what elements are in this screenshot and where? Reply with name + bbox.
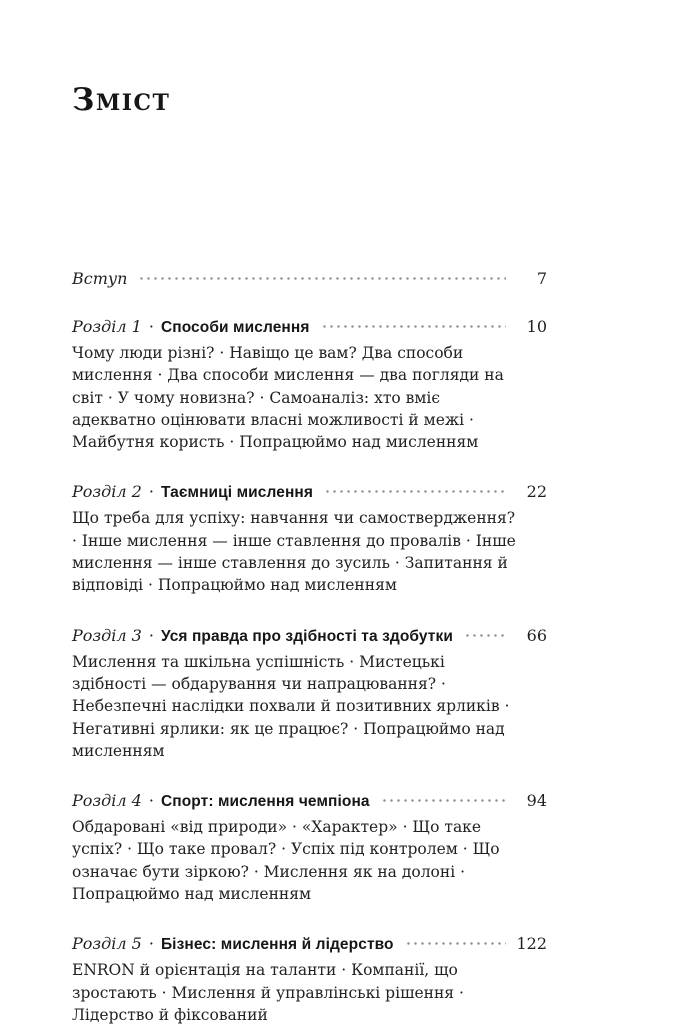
toc-chapter-entry	[72, 625, 547, 762]
dotted-leader	[464, 634, 506, 637]
dotted-leader	[321, 325, 507, 328]
toc-chapter-entry	[72, 790, 547, 905]
toc-chapter-entry	[72, 481, 547, 596]
chapter-prefix: Розділ 1	[72, 317, 142, 336]
chapter-title: Таємниці мислення	[160, 484, 314, 502]
chapter-separator: ·	[148, 934, 154, 954]
toc-chapter-row	[72, 790, 547, 813]
chapter-description: Обдаровані «від природи» · «Характер» · Що таке успіх? · Що таке провал? · Успіх під контролем · Що означає бути зіркою? · Мислення як на долоні · Попрацюймо над мисленням	[72, 818, 500, 904]
chapter-page-number: 22	[526, 482, 547, 502]
dotted-leader	[405, 942, 506, 945]
chapter-page-number: 122	[516, 934, 547, 954]
chapter-description: ENRON й орієнтація на таланти · Компанії, що зростають · Мислення й управлінські рішення · Лідерство й фіксований	[72, 961, 464, 1024]
intro-label: Вступ	[72, 269, 128, 288]
dotted-leader	[138, 277, 506, 280]
chapter-title: Уся правда про здібності та здобутки	[160, 627, 453, 645]
dotted-leader	[324, 490, 506, 493]
toc-chapter-entry	[72, 933, 547, 1026]
chapter-separator: ·	[148, 317, 154, 336]
page-title: Зміст	[72, 82, 171, 118]
chapter-title: Спорт: мислення чемпіона	[160, 793, 370, 811]
toc-chapter-row	[72, 933, 547, 956]
chapter-page-number: 10	[526, 317, 547, 336]
chapter-title: Бізнес: мислення й лідерство	[160, 936, 394, 954]
toc-intro-row	[72, 268, 547, 290]
chapter-separator: ·	[148, 791, 154, 811]
chapter-description: Мислення та шкільна успішність · Мистецькі здібності — обдарування чи напрацювання? · Небезпечні наслідки похвали й позитивних ярликів · Негативні ярлики: як це працює? · Попрацюймо над мисленням	[72, 652, 510, 760]
toc-chapter-row	[72, 625, 547, 648]
chapter-prefix: Розділ 2	[72, 482, 142, 502]
chapter-page-number: 66	[526, 625, 547, 645]
dotted-leader	[381, 799, 506, 802]
chapter-separator: ·	[148, 625, 154, 645]
toc-chapter-entry	[72, 316, 547, 453]
chapter-prefix: Розділ 4	[72, 791, 142, 811]
chapter-page-number: 94	[526, 791, 547, 811]
chapter-prefix: Розділ 5	[72, 934, 142, 954]
chapter-description: Чому люди різні? · Навіщо це вам? Два способи мислення · Два способи мислення — два погляди на світ · У чому новизна? · Самоаналіз: хто вміє адекватно оцінювати власні можливості й межі · Майбутня користь · Попрацюймо над мисленням	[72, 344, 504, 452]
chapter-separator: ·	[148, 482, 154, 502]
toc-chapter-row	[72, 316, 547, 339]
chapter-title: Способи мислення	[160, 319, 310, 336]
chapter-description: Що треба для успіху: навчання чи самоствердження? · Інше мислення — інше ставлення до провалів · Інше мислення — інше ставлення до зусиль · Запитання й відповіді · Попрацюймо над мисленням	[72, 509, 516, 595]
intro-page-number: 7	[536, 269, 547, 288]
chapter-prefix: Розділ 3	[72, 625, 142, 645]
toc-chapter-row	[72, 481, 547, 504]
